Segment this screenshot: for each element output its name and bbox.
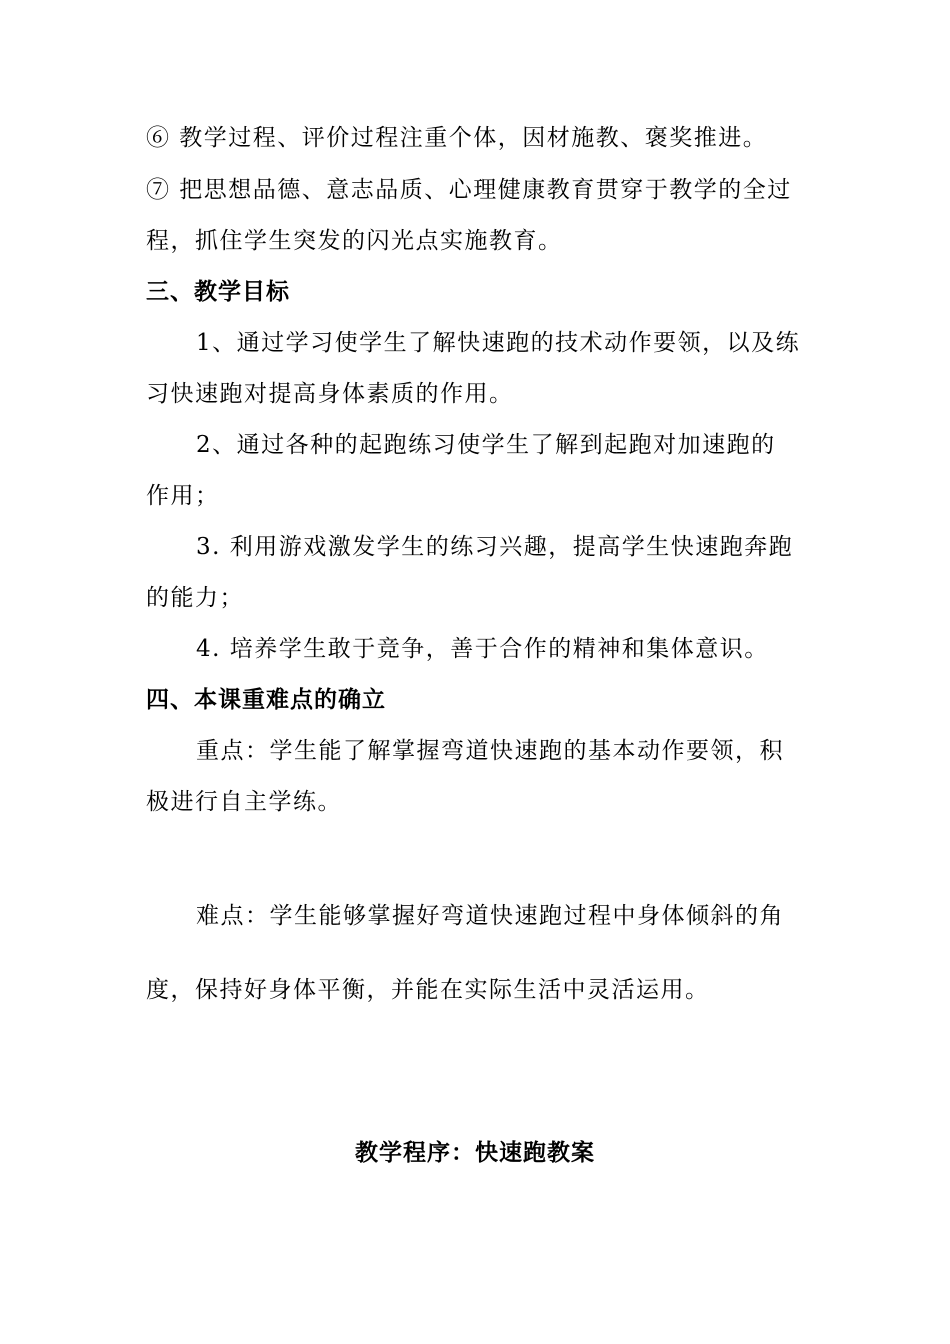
footer-title: 教学程序：快速跑教案 [355,1140,595,1166]
section-3-heading: 三、教学目标 [146,279,290,305]
key-point-line-2: 极进行自主学练。 [146,789,342,815]
item-7-line-1: ⑦ 把思想品德、意志品质、心理健康教育贯穿于教学的全过 [146,177,792,203]
goal-2-line-1: 2、通过各种的起跑练习使学生了解到起跑对加速跑的 [196,432,776,458]
goal-3-line-2: 的能力； [146,585,244,611]
difficulty-line-2: 度，保持好身体平衡，并能在实际生活中灵活运用。 [146,977,710,1003]
goal-3-line-1: 3. 利用游戏激发学生的练习兴趣，提高学生快速跑奔跑 [196,534,794,560]
item-6: ⑥ 教学过程、评价过程注重个体，因材施教、褒奖推进。 [146,125,768,151]
goal-1-line-1: 1、通过学习使学生了解快速跑的技术动作要领，以及练 [196,330,801,356]
goal-1-line-2: 习快速跑对提高身体素质的作用。 [146,381,514,407]
difficulty-line-1: 难点：学生能够掌握好弯道快速跑过程中身体倾斜的角 [196,903,784,929]
item-7-line-2: 程，抓住学生突发的闪光点实施教育。 [146,228,563,254]
key-point-line-1: 重点：学生能了解掌握弯道快速跑的基本动作要领，积 [196,738,784,764]
goal-4: 4. 培养学生敢于竞争，善于合作的精神和集体意识。 [196,636,769,662]
section-4-heading: 四、本课重难点的确立 [146,687,386,713]
goal-2-line-2: 作用； [146,483,220,509]
